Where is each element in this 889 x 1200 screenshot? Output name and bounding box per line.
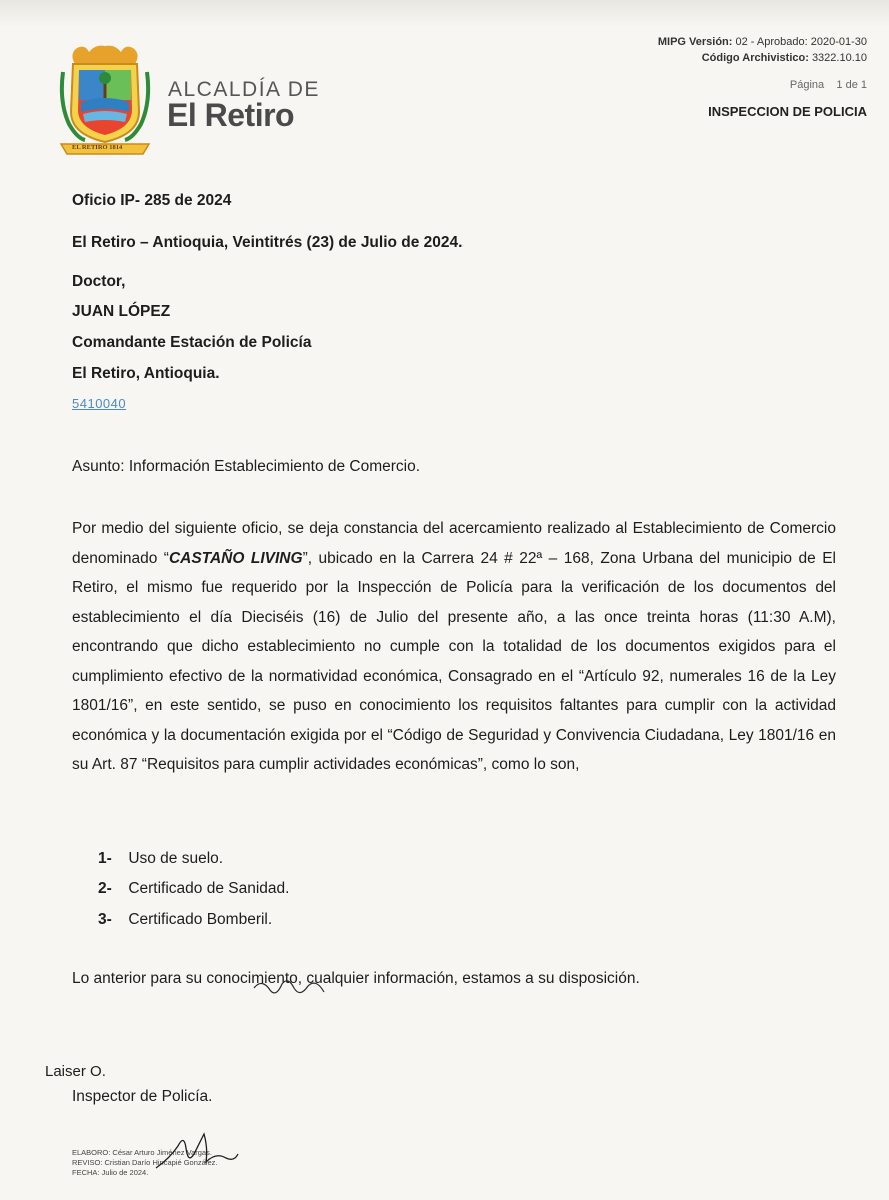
signer-role: Inspector de Policía. — [72, 1088, 213, 1105]
place-date: El Retiro – Antioquia, Veintitrés (23) de Julio de 2024. — [72, 234, 463, 251]
brand-line-2: El Retiro — [167, 97, 295, 133]
recipient-location: El Retiro, Antioquia. — [72, 365, 220, 382]
closing-line: Lo anterior para su conocimiento, cualquier información, estamos a su disposición. — [72, 970, 640, 987]
reference-number: Oficio IP- 285 de 2024 — [72, 192, 232, 209]
meta-version — [658, 36, 867, 48]
body-part-1: Por medio del siguiente oficio, se deja constancia del acercamiento realizado al Establecimiento de Comercio denominado “ — [72, 520, 836, 567]
meta-version-value: 02 - Aprobado: 2020-01-30 — [735, 36, 867, 48]
page-value: 1 de 1 — [836, 79, 867, 91]
recipient-title: Doctor, — [72, 273, 126, 290]
list-item — [98, 850, 223, 868]
list-item — [98, 911, 272, 929]
list-item-number: 1- — [98, 850, 112, 867]
reviewer-signature — [150, 1128, 240, 1176]
list-item-text: Certificado Bomberil. — [128, 911, 273, 928]
handwritten-signature — [252, 974, 332, 1000]
list-item — [98, 880, 289, 898]
meta-version-label: MIPG Versión: — [657, 36, 733, 48]
logo-ribbon-text: EL RETIRO 1814 — [72, 144, 123, 151]
list-item-text: Certificado de Sanidad. — [128, 880, 290, 897]
body-paragraph — [72, 514, 836, 780]
meta-code-value: 3322.10.10 — [811, 52, 867, 64]
recipient-ref-number: 5410040 — [72, 396, 127, 411]
brand-line-1: ALCALDÍA DE — [168, 78, 320, 101]
recipient-name: JUAN LÓPEZ — [72, 303, 171, 320]
business-name: CASTAÑO LIVING — [168, 549, 303, 567]
page-indicator — [790, 79, 867, 91]
list-item-number: 3- — [98, 911, 112, 928]
scan-edge — [0, 0, 889, 28]
department-name: INSPECCION DE POLICIA — [708, 104, 867, 119]
footer-fecha: FECHA: Julio de 2024. — [72, 1168, 149, 1177]
list-item-number: 2- — [98, 880, 112, 897]
subject-line: Asunto: Información Establecimiento de Comercio. — [72, 458, 421, 475]
signature-initials: Laiser O. — [45, 1063, 106, 1080]
coat-of-arms-logo — [55, 42, 155, 160]
footer-reviso: REVISO: Cristian Darío Hincapié González. — [72, 1158, 218, 1167]
list-item-text: Uso de suelo. — [128, 850, 224, 867]
recipient-role: Comandante Estación de Policía — [72, 334, 312, 351]
page-label: Página — [789, 79, 825, 91]
footer-elaboro: ELABORO: César Arturo Jiménez Vargas. — [72, 1148, 212, 1157]
meta-code-label: Código Archivistico: — [701, 52, 809, 64]
meta-code — [702, 52, 867, 64]
body-part-2: ”, ubicado en la Carrera 24 # 22ª – 168, Zona Urbana del municipio de El Retiro, el mismo fue requerido por la Inspección de Policía para la verificación de los documentos del establecimiento el día Dieciséis (16) de Julio del presente año, a las once treinta horas (11:30 A.M), encontrando que dicho establecimiento no cumple con la totalidad de los documentos exigidos para el cumplimiento efectivo de la normatividad económica, Consagrado en el “Artículo 92, numerales 16 de la Ley 1801/16”, en este sentido, se puso en conocimiento los requisitos faltantes para cumplir con la actividad económica y la documentación exigida por el “Código de Seguridad y Convivencia Ciudadana, Ley 1801/16 en su Art. 87 “Requisitos para cumplir actividades económicas”, como lo son, — [72, 549, 836, 773]
